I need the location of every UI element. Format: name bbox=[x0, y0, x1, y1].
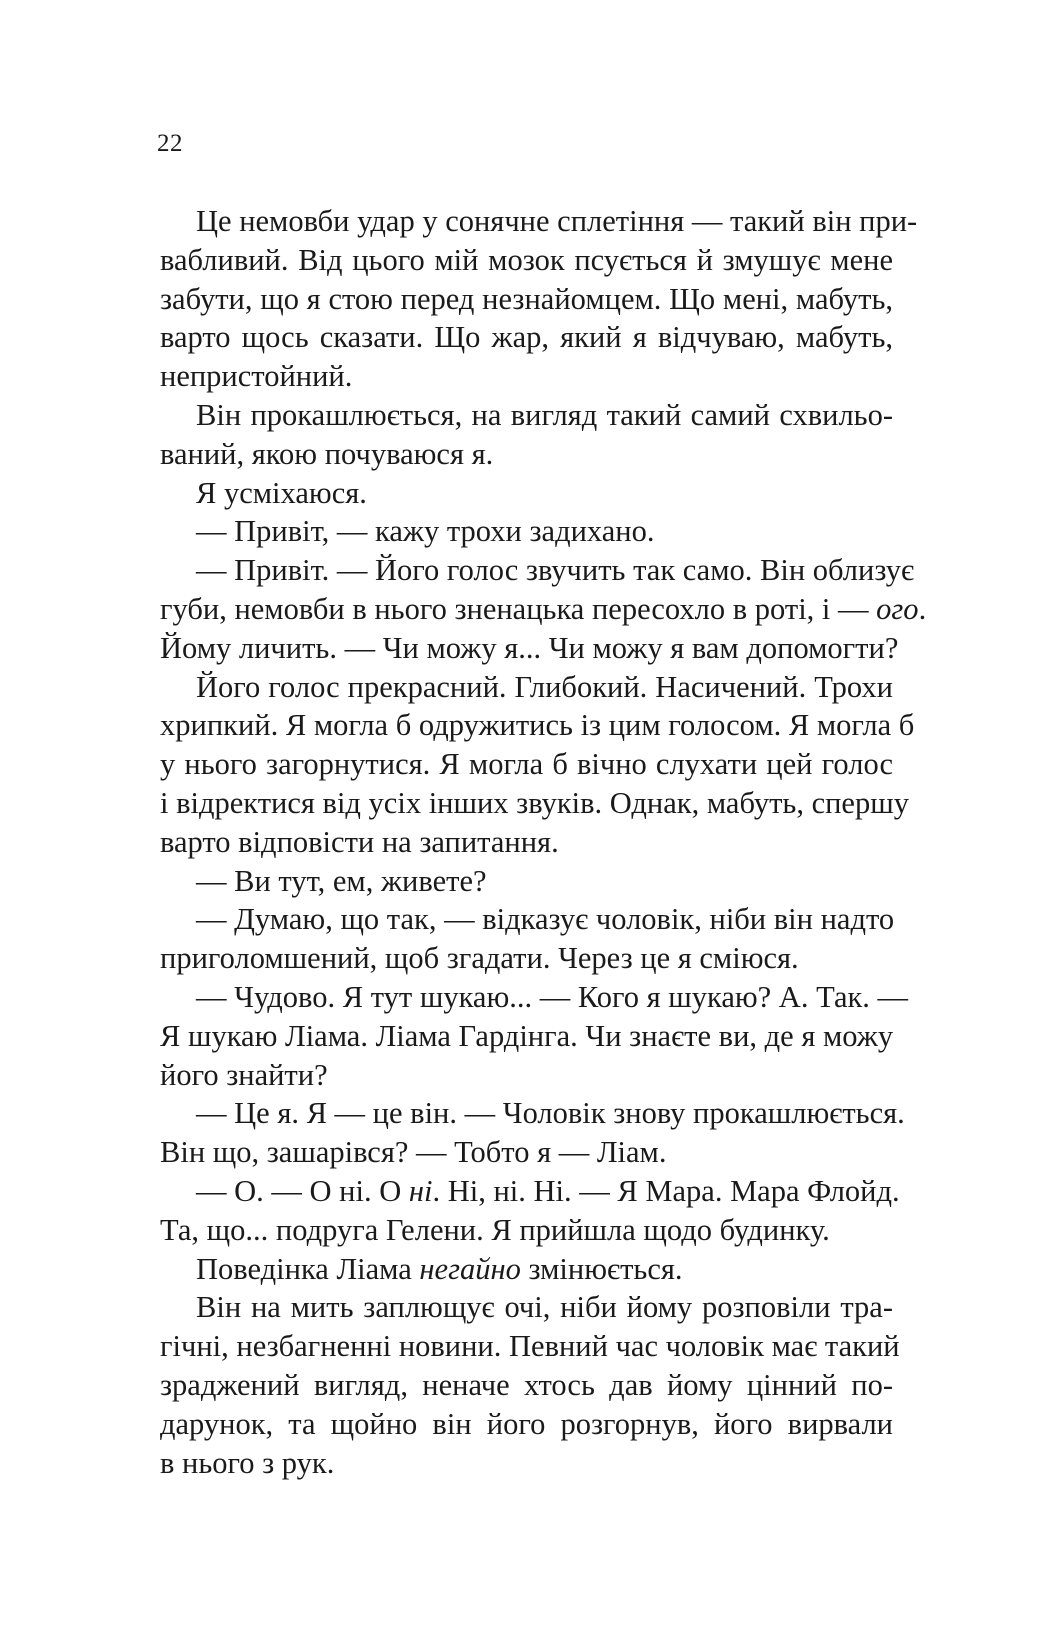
text-line: і відректися від усіх інших звуків. Однак, мабуть, спершу bbox=[160, 785, 909, 820]
emphasis-text: ні bbox=[408, 1173, 433, 1208]
text-line: непристойний. bbox=[160, 359, 353, 394]
text-segment: губи, немовби в нього зненацька пересохло в роті, і — bbox=[160, 591, 877, 626]
page-number: 22 bbox=[157, 130, 183, 157]
text-line: Його голос прекрасний. Глибокий. Насичений. Трохи bbox=[196, 669, 893, 704]
emphasis-text: ого bbox=[876, 591, 919, 626]
text-line: дарунок, та щойно він його розгорнув, його вирвали bbox=[160, 1406, 893, 1441]
text-line: гічні, незбагненні новини. Певний час чоловік має такий bbox=[160, 1329, 900, 1364]
body-text bbox=[160, 202, 927, 1482]
text-line: Він що, зашарівся? — Тобто я — Ліам. bbox=[160, 1135, 667, 1170]
text-line: Я усміхаюся. bbox=[196, 475, 367, 510]
text-line: Він прокашлюється, на вигляд такий самий схвильо- bbox=[196, 397, 893, 432]
text-line: — Думаю, що так, — відказує чоловік, ніби він надто bbox=[196, 902, 895, 937]
text-line: ваний, якою почуваюся я. bbox=[160, 436, 494, 471]
text-line bbox=[160, 590, 927, 629]
text-line: приголомшений, щоб згадати. Через це я сміюся. bbox=[160, 941, 799, 976]
text-line: варто щось сказати. Що жар, який я відчуваю, мабуть, bbox=[160, 320, 893, 355]
text-line: — Привіт, — кажу трохи задихано. bbox=[196, 514, 655, 549]
text-line: його знайти? bbox=[160, 1057, 328, 1092]
text-line: хрипкий. Я могла б одружитись із цим голосом. Я могла б bbox=[160, 708, 915, 743]
text-line: зраджений вигляд, неначе хтось дав йому цінний по- bbox=[160, 1367, 893, 1402]
text-line: — Привіт. — Його голос звучить так само. Він облизує bbox=[196, 553, 915, 588]
text-segment: Поведінка Ліама bbox=[196, 1251, 420, 1286]
text-line: в нього з рук. bbox=[160, 1445, 335, 1480]
text-segment: змінюється. bbox=[520, 1251, 683, 1286]
text-line: — Це я. Я — це він. — Чоловік знову прокашлюється. bbox=[196, 1096, 905, 1131]
text-line: вабливий. Від цього мій мозок псується й змушує мене bbox=[160, 242, 893, 277]
text-line: Я шукаю Ліама. Ліама Гардінга. Чи знаєте ви, де я можу bbox=[160, 1018, 894, 1053]
text-line: — Чудово. Я тут шукаю... — Кого я шукаю? А. Так. — bbox=[196, 979, 909, 1014]
text-line: Це немовби удар у сонячне сплетіння — такий він при- bbox=[196, 204, 918, 238]
text-line: у нього загорнутися. Я могла б вічно слухати цей голос bbox=[160, 747, 893, 782]
emphasis-text: негайно bbox=[419, 1251, 521, 1286]
text-line: Та, що... подруга Гелени. Я прийшла щодо будинку. bbox=[160, 1212, 830, 1247]
text-segment: . bbox=[918, 591, 927, 626]
text-line: Він на мить заплющує очі, ніби йому розповіли тра- bbox=[196, 1290, 893, 1325]
text-line: — Ви тут, ем, живете? bbox=[196, 863, 487, 898]
text-line bbox=[160, 1172, 900, 1211]
text-line: варто відповісти на запитання. bbox=[160, 824, 559, 859]
text-line: Йому личить. — Чи можу я... Чи можу я вам допомогти? bbox=[160, 630, 899, 665]
text-segment: — О. — О ні. О bbox=[196, 1173, 409, 1208]
text-line: забути, що я стою перед незнайомцем. Що мені, мабуть, bbox=[160, 281, 893, 316]
text-segment: . Ні, ні. Ні. — Я Мара. Мара Флойд. bbox=[432, 1173, 900, 1208]
text-line bbox=[160, 1250, 893, 1289]
